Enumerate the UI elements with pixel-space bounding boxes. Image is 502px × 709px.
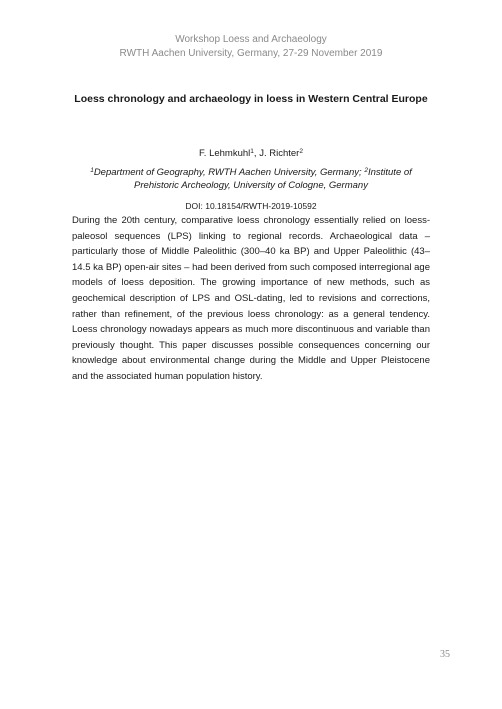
author-name: J. Richter <box>259 148 300 159</box>
author-separator: , <box>253 148 260 159</box>
abstract-paragraph: During the 20th century, comparative loess chronology essentially relied on loess-paleosol sequences (LPS) linking to regional records. Archaeological data – particularly those of Middle Paleolithic (300–40 ka BP) and Upper Paleolithic (43–14.5 ka BP) open-air sites – had been derived from such composed interregional age models of loess deposition. The growing importance of new methods, such as geochemical description of LPS and OSL-dating, led to revisions and corrections, rather than refinement, of the previous loess chronology: as a general tendency. Loess chronology nowadays appears as much more discontinuous and variable than previously thought. This paper discusses possible consequences concerning our knowledge about environmental change during the Middle and Upper Pleistocene and the associated human population history. <box>72 215 430 382</box>
author-affiliation-mark: 2 <box>299 148 303 155</box>
affiliation-text: Institute of Prehistoric Archeology, University of Cologne, Germany <box>134 167 412 191</box>
author-affiliation-mark: 1 <box>250 148 254 155</box>
author-name: F. Lehmkuhl <box>199 148 251 159</box>
doi-line: DOI: 10.18154/RWTH-2019-10592 <box>185 201 317 211</box>
affiliation-mark: 1 <box>90 167 94 174</box>
running-header-line-1: Workshop Loess and Archaeology <box>175 34 327 45</box>
affiliation-mark: 2 <box>364 167 368 174</box>
running-header <box>0 33 502 61</box>
affiliations <box>72 166 430 192</box>
paper-title: Loess chronology and archaeology in loess in Western Central Europe <box>74 93 428 105</box>
author-line <box>0 147 502 160</box>
affiliation-text: Department of Geography, RWTH Aachen University, Germany; <box>93 167 362 178</box>
page-number: 35 <box>440 649 450 660</box>
running-header-line-2: RWTH Aachen University, Germany, 27-29 November 2019 <box>119 48 383 59</box>
